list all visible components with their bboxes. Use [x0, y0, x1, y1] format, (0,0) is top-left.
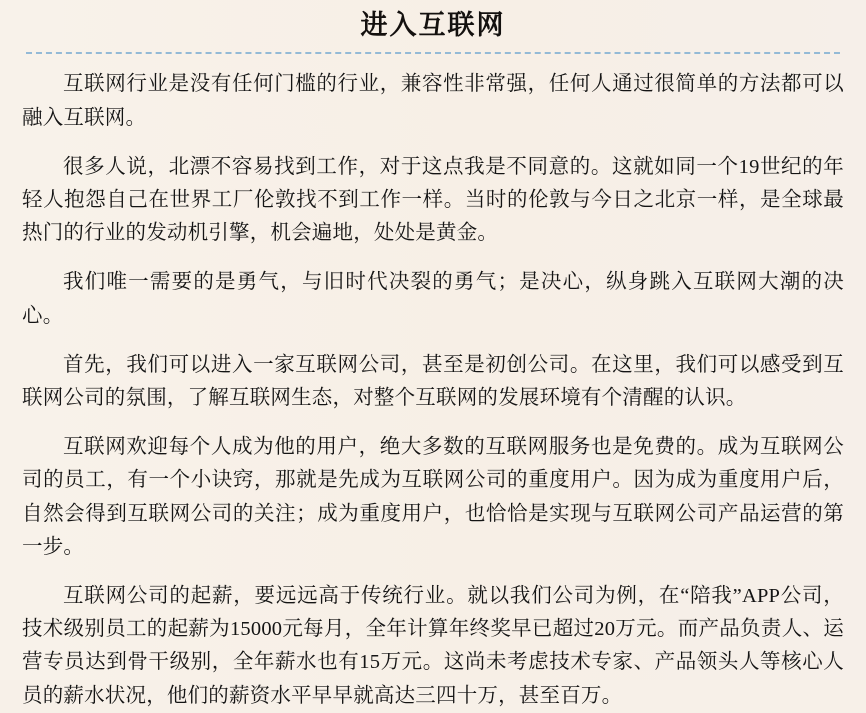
- paragraph: 很多人说，北漂不容易找到工作，对于这点我是不同意的。这就如同一个19世纪的年轻人抱怨自己在世界工厂伦敦找不到工作一样。当时的伦敦与今日之北京一样，是全球最热门的行业的发动机引擎，机会遍地，处处是黄金。: [22, 155, 844, 245]
- paragraph: 互联网公司的起薪，要远远高于传统行业。就以我们公司为例，在“陪我”APP公司，技术级别员工的起薪为15000元每月，全年计算年终奖早已超过20万元。而产品负责人、运营专员达到骨干级别，全年薪水也有15万元。这尚未考虑技术专家、产品领头人等核心人员的薪水状况，他们的薪资水平早早就高达三四十万，甚至百万。: [22, 585, 844, 707]
- page-title: 进入互联网: [360, 10, 506, 41]
- paragraph: 我们唯一需要的是勇气，与旧时代决裂的勇气；是决心，纵身跳入互联网大潮的决心。: [22, 271, 844, 327]
- title-divider: [26, 52, 840, 54]
- document-body: [22, 68, 844, 712]
- paragraph: 首先，我们可以进入一家互联网公司，甚至是初创公司。在这里，我们可以感受到互联网公司的氛围，了解互联网生态，对整个互联网的发展环境有个清醒的认识。: [22, 353, 844, 410]
- paragraph: 互联网行业是没有任何门槛的行业，兼容性非常强，任何人通过很简单的方法都可以融入互联网。: [22, 73, 844, 129]
- paragraph: 互联网欢迎每个人成为他的用户，绝大多数的互联网服务也是免费的。成为互联网公司的员工，有一个小诀窍，那就是先成为互联网公司的重度用户。因为成为重度用户后，自然会得到互联网公司的关注；成为重度用户，也恰恰是实现与互联网公司产品运营的第一步。: [22, 436, 844, 558]
